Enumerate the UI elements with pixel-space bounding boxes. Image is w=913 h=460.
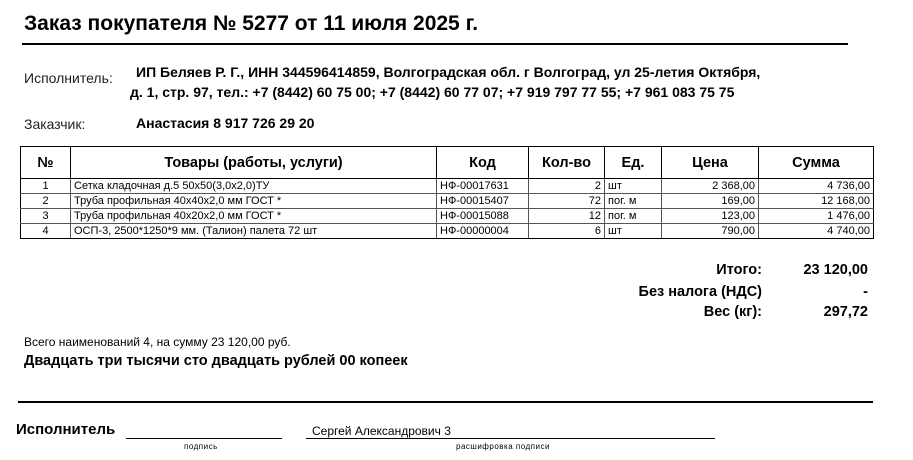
cell-unit: шт — [605, 179, 662, 194]
weight-label: Вес (кг): — [703, 304, 762, 320]
cell-code: НФ-00017631 — [437, 179, 529, 194]
cell-goods: Сетка кладочная д.5 50х50(3,0х2,0)ТУ — [71, 179, 437, 194]
header-price: Цена — [662, 147, 759, 179]
total-value: 23 120,00 — [803, 262, 868, 278]
cell-qty: 72 — [529, 194, 605, 209]
cell-unit: шт — [605, 224, 662, 239]
amount-in-words: Двадцать три тысячи сто двадцать рублей 00 копеек — [24, 353, 408, 369]
title-underline — [22, 43, 848, 45]
table-row — [21, 209, 874, 224]
cell-code: НФ-00000004 — [437, 224, 529, 239]
table-row — [21, 224, 874, 239]
cell-sum: 4 740,00 — [759, 224, 874, 239]
executor-details — [130, 62, 875, 102]
vat-value: - — [863, 284, 868, 300]
signature-caption: подпись — [184, 442, 218, 451]
cell-num: 3 — [21, 209, 71, 224]
cell-qty: 6 — [529, 224, 605, 239]
cell-num: 4 — [21, 224, 71, 239]
executor-details-line2: д. 1, стр. 97, тел.: +7 (8442) 60 75 00; +7 (8442) 60 77 07; +7 919 797 77 55; +7 961 083 75 75 — [130, 84, 735, 100]
cell-code: НФ-00015088 — [437, 209, 529, 224]
cell-unit: пог. м — [605, 209, 662, 224]
signature-name-caption: расшифровка подписи — [456, 442, 550, 451]
table-row — [21, 179, 874, 194]
cell-sum: 1 476,00 — [759, 209, 874, 224]
table-header-row — [21, 147, 874, 179]
cell-sum: 12 168,00 — [759, 194, 874, 209]
signature-separator — [18, 401, 873, 403]
items-summary: Всего наименований 4, на сумму 23 120,00 руб. — [24, 335, 291, 349]
header-sum: Сумма — [759, 147, 874, 179]
signature-name: Сергей Александрович 3 — [312, 424, 451, 438]
items-table — [20, 146, 874, 239]
cell-sum: 4 736,00 — [759, 179, 874, 194]
cell-num: 1 — [21, 179, 71, 194]
header-goods: Товары (работы, услуги) — [71, 147, 437, 179]
weight-value: 297,72 — [823, 304, 868, 320]
header-code: Код — [437, 147, 529, 179]
cell-unit: пог. м — [605, 194, 662, 209]
cell-goods: Труба профильная 40х40х2,0 мм ГОСТ * — [71, 194, 437, 209]
cell-num: 2 — [21, 194, 71, 209]
cell-qty: 12 — [529, 209, 605, 224]
cell-price: 790,00 — [662, 224, 759, 239]
signature-name-line — [306, 438, 715, 439]
vat-label: Без налога (НДС) — [638, 284, 762, 300]
signature-executor-label: Исполнитель — [16, 421, 116, 438]
total-label: Итого: — [716, 262, 762, 278]
cell-goods: Труба профильная 40х20х2,0 мм ГОСТ * — [71, 209, 437, 224]
header-num: № — [21, 147, 71, 179]
executor-label: Исполнитель: — [24, 70, 113, 86]
executor-details-line1: ИП Беляев Р. Г., ИНН 344596414859, Волгоградская обл. г Волгоград, ул 25-летия Октября, — [136, 64, 761, 80]
cell-qty: 2 — [529, 179, 605, 194]
cell-price: 123,00 — [662, 209, 759, 224]
cell-price: 169,00 — [662, 194, 759, 209]
cell-price: 2 368,00 — [662, 179, 759, 194]
customer-label: Заказчик: — [24, 116, 86, 132]
header-qty: Кол-во — [529, 147, 605, 179]
signature-line — [126, 438, 282, 439]
cell-code: НФ-00015407 — [437, 194, 529, 209]
header-unit: Ед. — [605, 147, 662, 179]
document-title: Заказ покупателя № 5277 от 11 июля 2025 г. — [24, 12, 479, 35]
cell-goods: ОСП-3, 2500*1250*9 мм. (Талион) палета 72 шт — [71, 224, 437, 239]
table-row — [21, 194, 874, 209]
customer-value: Анастасия 8 917 726 29 20 — [136, 115, 315, 131]
